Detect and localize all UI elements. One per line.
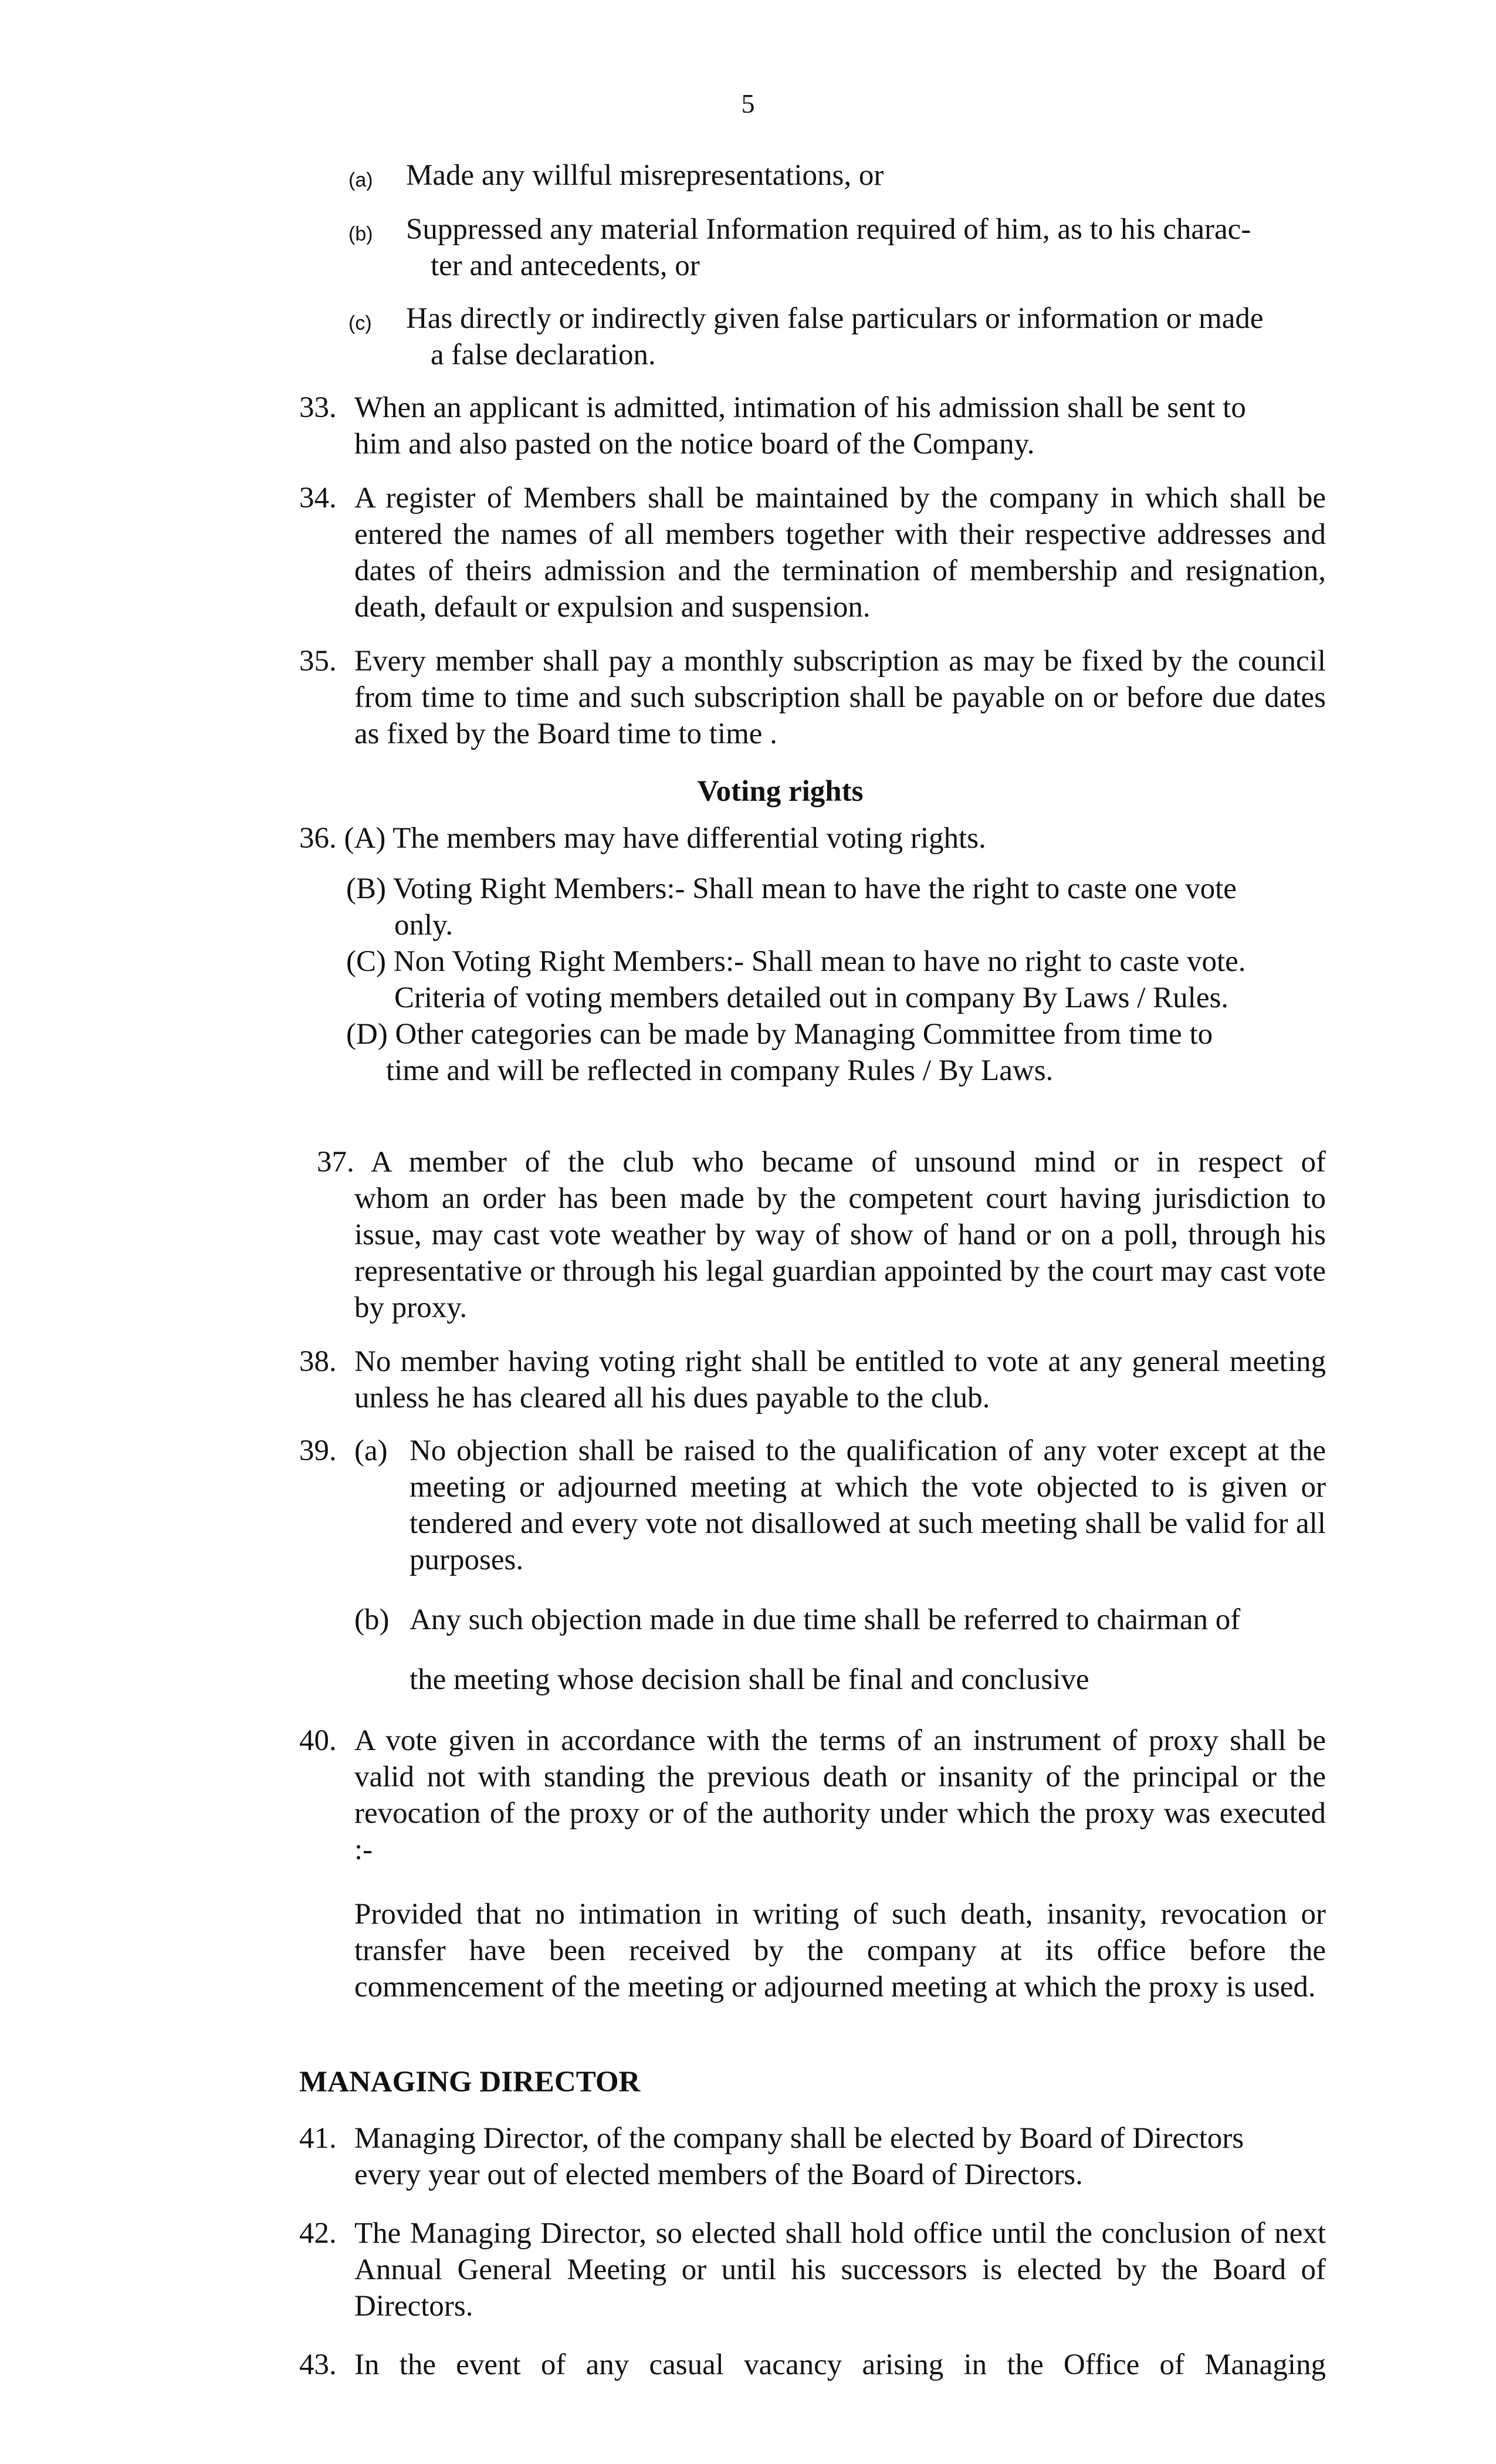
clause-36 (299, 820, 1355, 857)
clause-39-number: 39. (299, 1434, 337, 1467)
clause-41 (299, 2120, 1326, 2193)
clause-42 (299, 2215, 1326, 2324)
clause-34 (299, 480, 1326, 625)
clause-34-text: A register of Members shall be maintained by the company in which shall be entered the names of all members together with their respective addresses and dates of theirs admission and the termination of membership and resignation, death, default or expulsion and suspension. (354, 482, 1326, 624)
clause-33 (299, 390, 1326, 462)
page-number: 5 (741, 89, 755, 119)
clause-41-number: 41. (299, 2122, 337, 2155)
clause-40-proviso (354, 1896, 1326, 2005)
clause-39b-line-2: the meeting whose decision shall be final and conclusive (409, 1663, 1089, 1696)
clause-35 (299, 643, 1326, 752)
clause-32b-line-2: ter and antecedents, or (431, 249, 700, 282)
clause-32a (348, 157, 1346, 194)
clause-36b-line-1: (B) Voting Right Members:- Shall mean to have the right to caste one vote (346, 872, 1237, 905)
clause-39b (354, 1602, 1328, 1638)
clause-33-line-1: When an applicant is admitted, intimation of his admission shall be sent to (354, 391, 1246, 424)
clause-32b-label: (b) (348, 223, 373, 245)
clause-40-proviso-text: Provided that no intimation in writing of such death, insanity, revocation or transfer have been received by the company at its office before the commencement of the meeting or adjourned meeting at which the proxy is used. (354, 1898, 1326, 2003)
clause-32b (348, 211, 1346, 284)
clause-43-text: In the event of any casual vacancy arising in the Office of Managing (354, 2348, 1326, 2381)
clause-32a-text: Made any willful misrepresentations, or (406, 159, 884, 192)
clause-39b-label: (b) (354, 1603, 390, 1636)
clause-41-line-1: Managing Director, of the company shall be elected by Board of Directors (354, 2122, 1244, 2155)
clause-35-number: 35. (299, 645, 337, 678)
clause-37-number: 37. (317, 1146, 354, 1179)
clause-40-number: 40. (299, 1724, 337, 1757)
clause-32c-label: (c) (348, 312, 372, 334)
clause-37-first-line: A member of the club who became of unsound mind or in respect of (370, 1146, 1326, 1179)
clause-39 (299, 1433, 1326, 1578)
clause-39b-cont (409, 1661, 1325, 1698)
managing-director-heading: MANAGING DIRECTOR (299, 2066, 641, 2099)
clause-36d-line-2: time and will be reflected in company Rules / By Laws. (386, 1054, 1054, 1087)
clause-39a-label: (a) (354, 1434, 388, 1467)
clause-33-number: 33. (299, 391, 337, 424)
clause-34-number: 34. (299, 482, 337, 515)
clause-40 (299, 1722, 1326, 1868)
clause-32c (348, 300, 1346, 373)
clause-36b-line-2: only. (394, 909, 453, 942)
clause-41-line-2: every year out of elected members of the Board of Directors. (354, 2158, 1083, 2191)
clause-37-text: whom an order has been made by the competent court having jurisdiction to issue, may cast vote weather by way of show of hand or on a poll, through his representative or through his legal guardian appointed by the court may cast vote by proxy. (354, 1182, 1326, 1324)
clause-40-text: A vote given in accordance with the terms of an instrument of proxy shall be valid not with standing the previous death or insanity of the principal or the revocation of the proxy or of the authority under which the proxy was executed :- (354, 1724, 1326, 1866)
clause-36-line-a: 36. (A) The members may have differential voting rights. (299, 822, 986, 855)
clause-36c-line-2: Criteria of voting members detailed out in company By Laws / Rules. (394, 981, 1229, 1014)
clause-36c-line-1: (C) Non Voting Right Members:- Shall mean to have no right to caste vote. (346, 945, 1246, 978)
clause-32a-label: (a) (348, 169, 373, 191)
clause-32c-line-1: Has directly or indirectly given false particulars or information or made (406, 302, 1264, 335)
clause-43-number: 43. (299, 2348, 337, 2381)
clause-32b-line-1: Suppressed any material Information required of him, as to his charac- (406, 213, 1251, 246)
clause-32c-line-2: a false declaration. (431, 339, 656, 371)
clause-42-text: The Managing Director, so elected shall hold office until the conclusion of next Annual General Meeting or until his successors is elected by the Board of Directors. (354, 2217, 1326, 2323)
clause-35-text: Every member shall pay a monthly subscription as may be fixed by the council from time to time and such subscription shall be payable on or before due dates as fixed by the Board time to time . (354, 645, 1326, 750)
clause-39a-text: No objection shall be raised to the qualification of any voter except at the meeting or adjourned meeting at which the vote objected to is given or tendered and every vote not disallowed at such meeting shall be valid for all purposes. (409, 1434, 1326, 1576)
clause-36d-line-1: (D) Other categories can be made by Managing Committee from time to (346, 1018, 1213, 1051)
clause-42-number: 42. (299, 2217, 337, 2250)
clause-37 (317, 1144, 1326, 1326)
clause-43 (299, 2347, 1326, 2383)
clause-33-line-2: him and also pasted on the notice board of the Company. (354, 428, 1035, 461)
clause-38 (299, 1343, 1326, 1416)
clause-36b (346, 871, 1373, 943)
clause-39b-line-1: Any such objection made in due time shall be referred to chairman of (409, 1603, 1241, 1636)
clause-36d (346, 1016, 1373, 1089)
clause-36c (346, 943, 1373, 1016)
clause-38-number: 38. (299, 1345, 337, 1378)
clause-38-text: No member having voting right shall be entitled to vote at any general meeting unless he has cleared all his dues payable to the club. (354, 1345, 1326, 1414)
voting-rights-heading: Voting rights (697, 775, 864, 808)
